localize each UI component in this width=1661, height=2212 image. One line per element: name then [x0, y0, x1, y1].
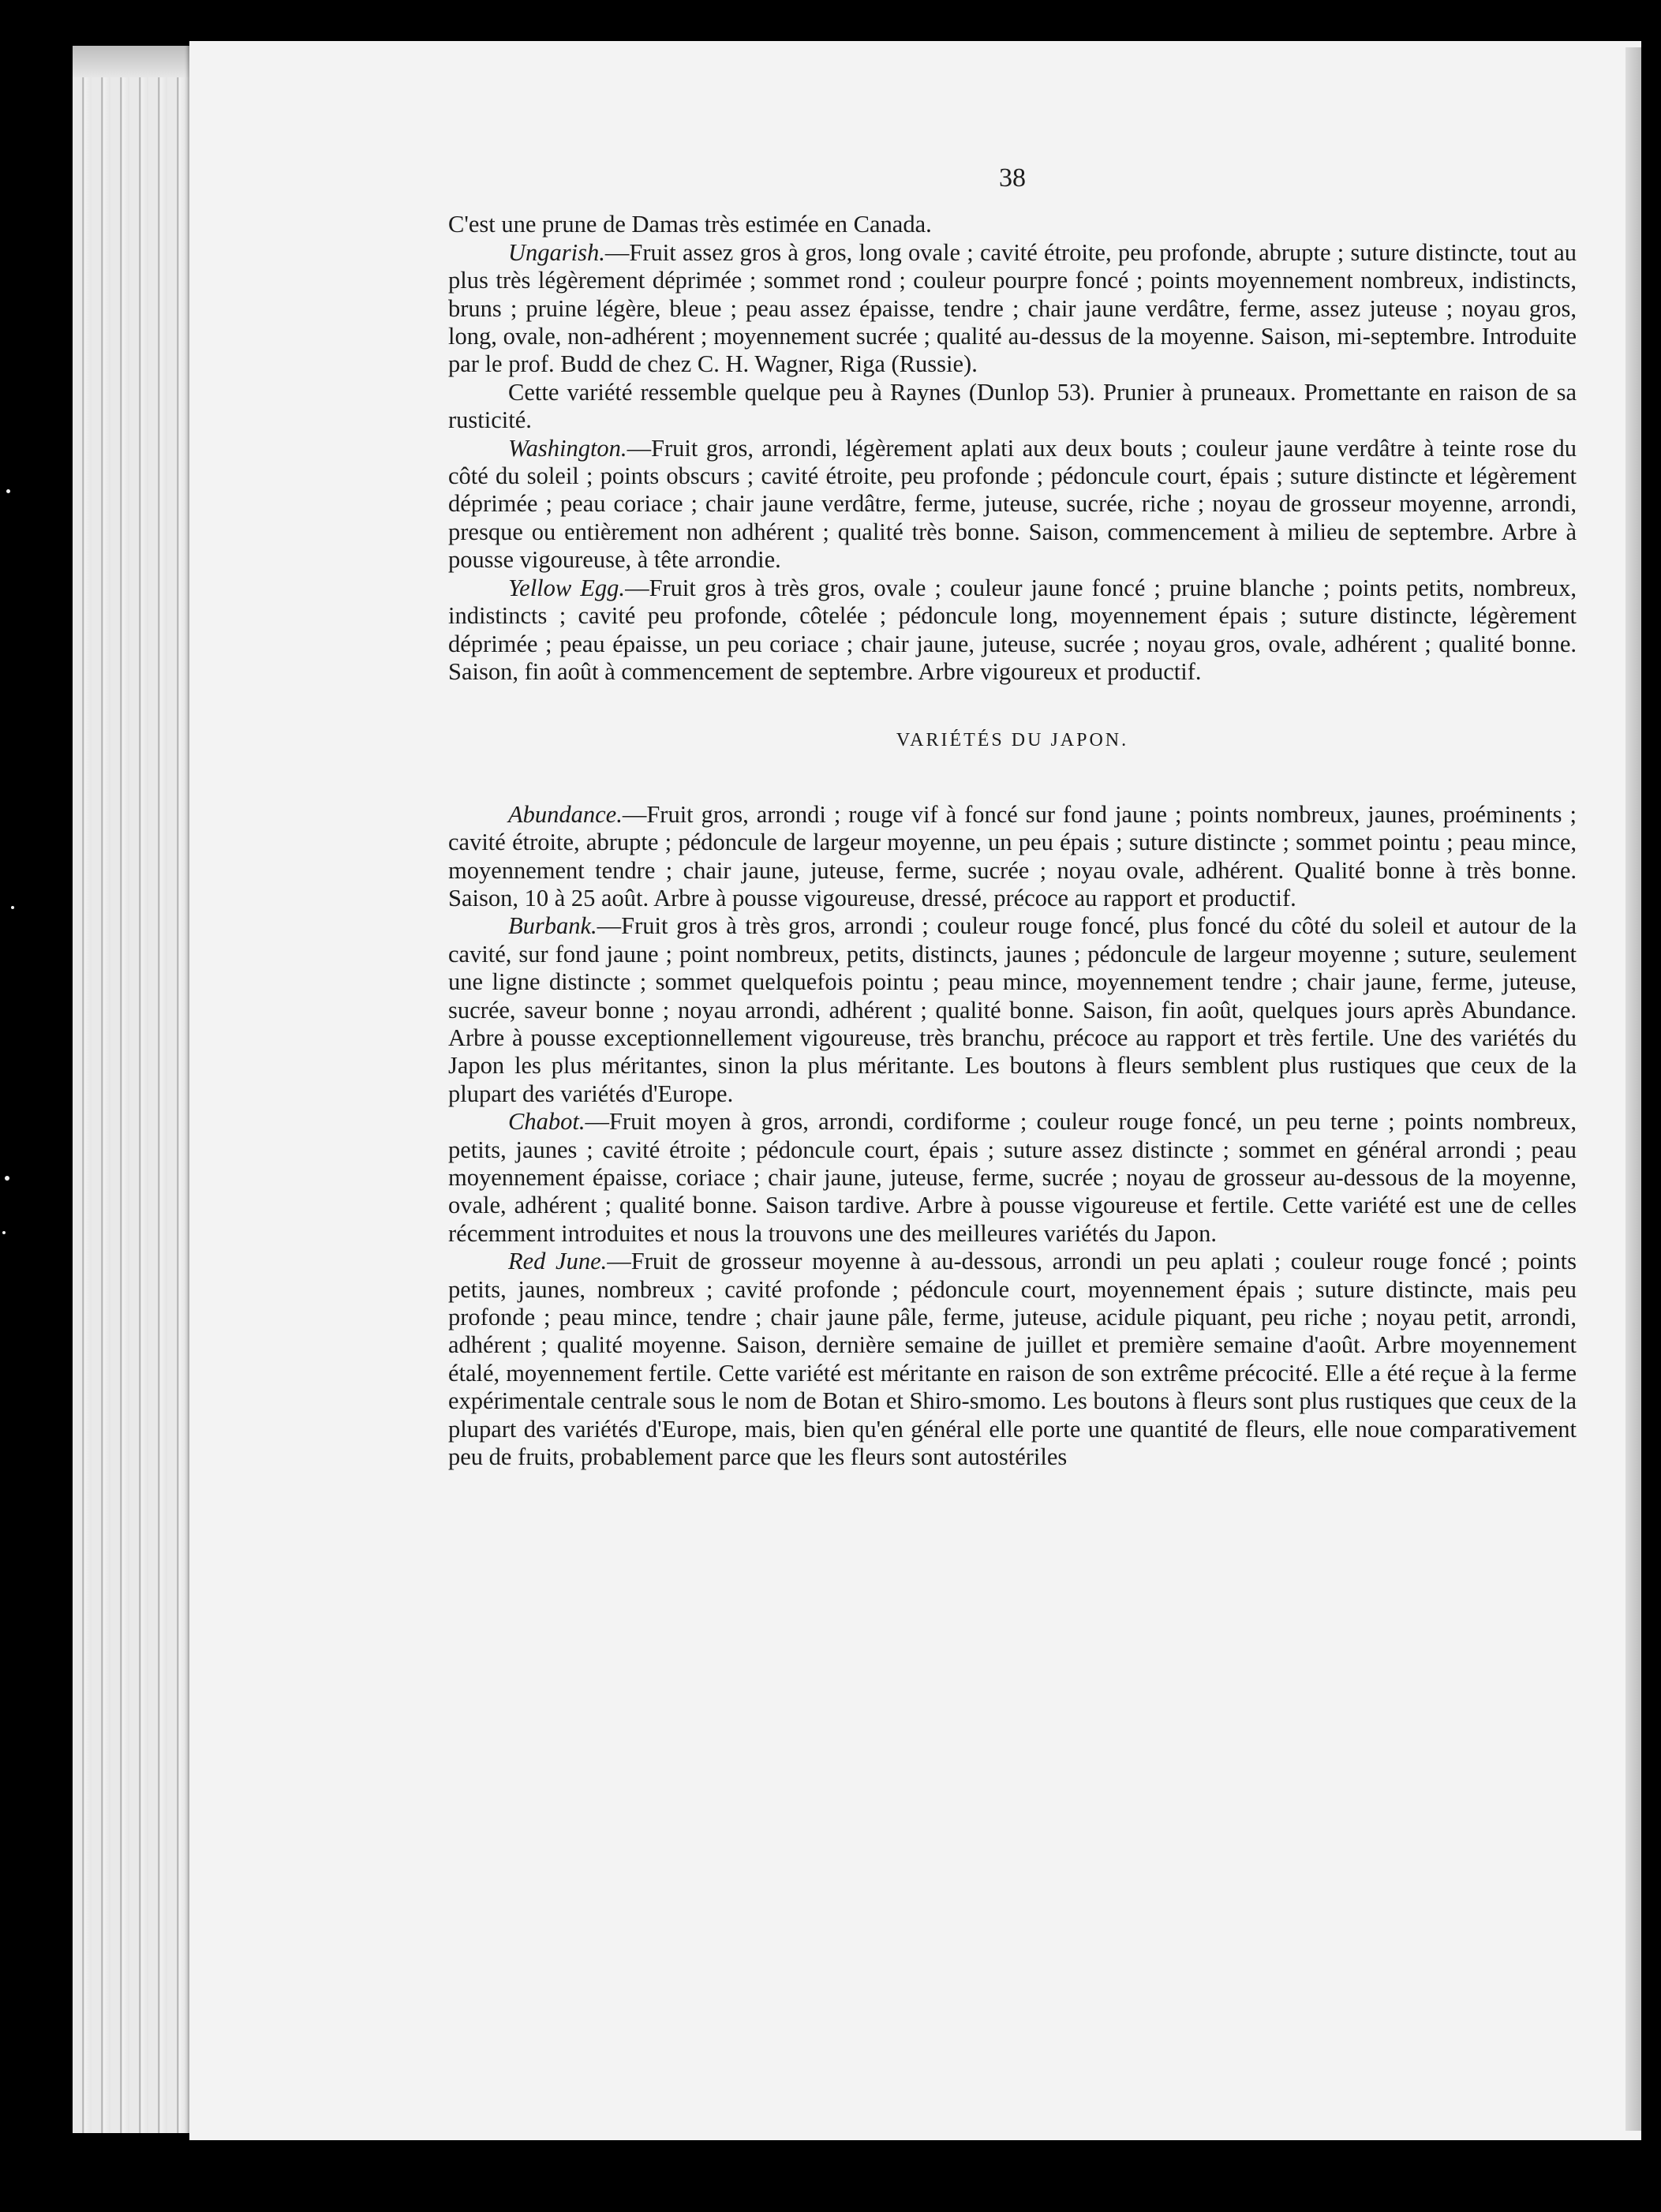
entry-burbank — [448, 912, 1577, 1108]
entry-text: —Fruit gros, arrondi, légèrement aplati aux deux bouts ; couleur jaune verdâtre à teinte rose du côté du soleil ; points obscurs ; cavité étroite, peu profonde ; pédoncule court, épais ; suture distincte et légèrement déprimée ; peau coriace ; chair jaune verdâtre, ferme, juteuse, sucrée, riche ; noyau de grosseur moyenne, arrondi, presque ou entièrement non adhérent ; qualité très bonne. Saison, commencement à milieu de septembre. Arbre à pousse vigoureuse, à tête arrondie. — [448, 434, 1577, 574]
entry-ungarish — [448, 239, 1577, 379]
entry-text: —Fruit gros à très gros, arrondi ; couleur rouge foncé, plus foncé du côté du soleil et autour de la cavité, sur fond jaune ; point nombreux, petits, distincts, jaunes ; pédoncule de largeur moyenne ; suture, seulement une ligne distincte ; sommet quelquefois pointu ; peau mince, moyennement tendre ; chair jaune, ferme, juteuse, sucrée, saveur bonne ; noyau arrondi, adhérent ; qualité bonne. Saison, fin août, quelques jours après Abundance. Arbre à pousse exceptionnellement vigoureuse, très branchu, précoce au rapport et très fertile. Une des variétés du Japon les plus méritantes, sinon la plus méritante. Les boutons à fleurs semblent plus rustiques que ceux de la plupart des variétés d'Europe. — [448, 912, 1577, 1107]
paragraph-text: C'est une prune de Damas très estimée en Canada. — [448, 211, 932, 238]
variety-name: Burbank. — [508, 912, 597, 940]
entry-text: —Fruit assez gros à gros, long ovale ; cavité étroite, peu profonde, abrupte ; suture distincte, tout au plus très légèrement déprimée ; sommet rond ; couleur pourpre foncé ; points moyennement nombreux, indistincts, bruns ; pruine légère, bleue ; peau assez épaisse, tendre ; chair jaune verdâtre, ferme, assez juteuse ; noyau gros, long, ovale, non-adhérent ; moyennement sucrée ; qualité au-dessus de la moyenne. Saison, mi-septembre. Introduite par le prof. Budd de chez C. H. Wagner, Riga (Russie). — [448, 238, 1577, 378]
entry-text: —Fruit gros, arrondi ; rouge vif à foncé sur fond jaune ; points nombreux, jaunes, proéminents ; cavité étroite, abrupte ; pédoncule de largeur moyenne, un peu épais ; suture distincte ; sommet pointu ; peau mince, moyennement tendre ; chair jaune, juteuse, ferme, sucrée ; noyau ovale, adhérent. Qualité bonne à très bonne. Saison, 10 à 25 août. Arbre à pousse vigoureuse, dressé, précoce au rapport et productif. — [448, 800, 1577, 911]
page-number: 38 — [999, 163, 1026, 193]
variety-name: Abundance. — [508, 800, 623, 828]
entry-red-june — [448, 1248, 1577, 1471]
entry-text: —Fruit de grosseur moyenne à au-dessous, arrondi un peu aplati ; couleur rouge foncé ; points petits, jaunes, nombreux ; cavité profonde ; pédoncule court, moyennement épais ; suture distincte, mais peu profonde ; peau mince, tendre ; chair jaune pâle, ferme, juteuse, acidule piquant, peu riche ; noyau petit, arrondi, adhérent ; qualité moyenne. Saison, dernière semaine de juillet et première semaine d'août. Arbre moyennement étalé, moyennement fertile. Cette variété est méritante en raison de son extrême précocité. Elle a été reçue à la ferme expérimentale centrale sous le nom de Botan et Shiro-smomo. Les boutons à fleurs sont plus rustiques que ceux de la plupart des variétés d'Europe, mais, bien qu'en général elle porte une quantité de fleurs, elle noue comparativement peu de fruits, probablement parce que les fleurs sont autostériles — [448, 1248, 1577, 1471]
page-content — [448, 164, 1577, 1471]
paragraph-note — [448, 379, 1577, 435]
entry-abundance — [448, 801, 1577, 913]
paragraph-text: Cette variété ressemble quelque peu à Raynes (Dunlop 53). Prunier à pruneaux. Promettante en raison de sa rusticité. — [448, 378, 1577, 434]
entry-text: —Fruit gros à très gros, ovale ; couleur jaune foncé ; pruine blanche ; points petits, nombreux, indistincts ; cavité peu profonde, côtelée ; pédoncule long, moyennement épais ; suture distincte, légèrement déprimée ; peau épaisse, un peu coriace ; chair jaune, juteuse, sucrée ; noyau gros, ovale, adhérent ; qualité bonne. Saison, fin août à commencement de septembre. Arbre vigoureux et productif. — [448, 574, 1577, 685]
entry-washington — [448, 435, 1577, 575]
variety-name: Yellow Egg. — [508, 574, 626, 601]
variety-name: Washington. — [508, 434, 627, 462]
variety-name: Red June. — [508, 1248, 608, 1275]
paragraph-continuation — [448, 211, 1577, 238]
section-heading: VARIÉTÉS DU JAPON. — [896, 730, 1129, 751]
variety-name: Ungarish. — [508, 238, 605, 266]
entry-text: —Fruit moyen à gros, arrondi, cordiforme ; couleur rouge foncé, un peu terne ; points nombreux, petits, jaunes ; cavité étroite ; pédoncule court, épais ; suture assez distincte ; sommet en général arrondi ; peau moyennement épaisse, coriace ; chair jaune, juteuse, ferme, sucrée ; noyau de grosseur au-dessous de la moyenne, ovale, adhérent ; qualité bonne. Saison tardive. Arbre à pousse vigoureuse et fertile. Cette variété est une de celles récemment introduites et nous la trouvons une des meilleures variétés du Japon. — [448, 1108, 1577, 1247]
entry-yellow-egg — [448, 575, 1577, 687]
entry-chabot — [448, 1108, 1577, 1248]
page-right-edge — [1625, 47, 1641, 2131]
variety-name: Chabot. — [508, 1108, 585, 1136]
